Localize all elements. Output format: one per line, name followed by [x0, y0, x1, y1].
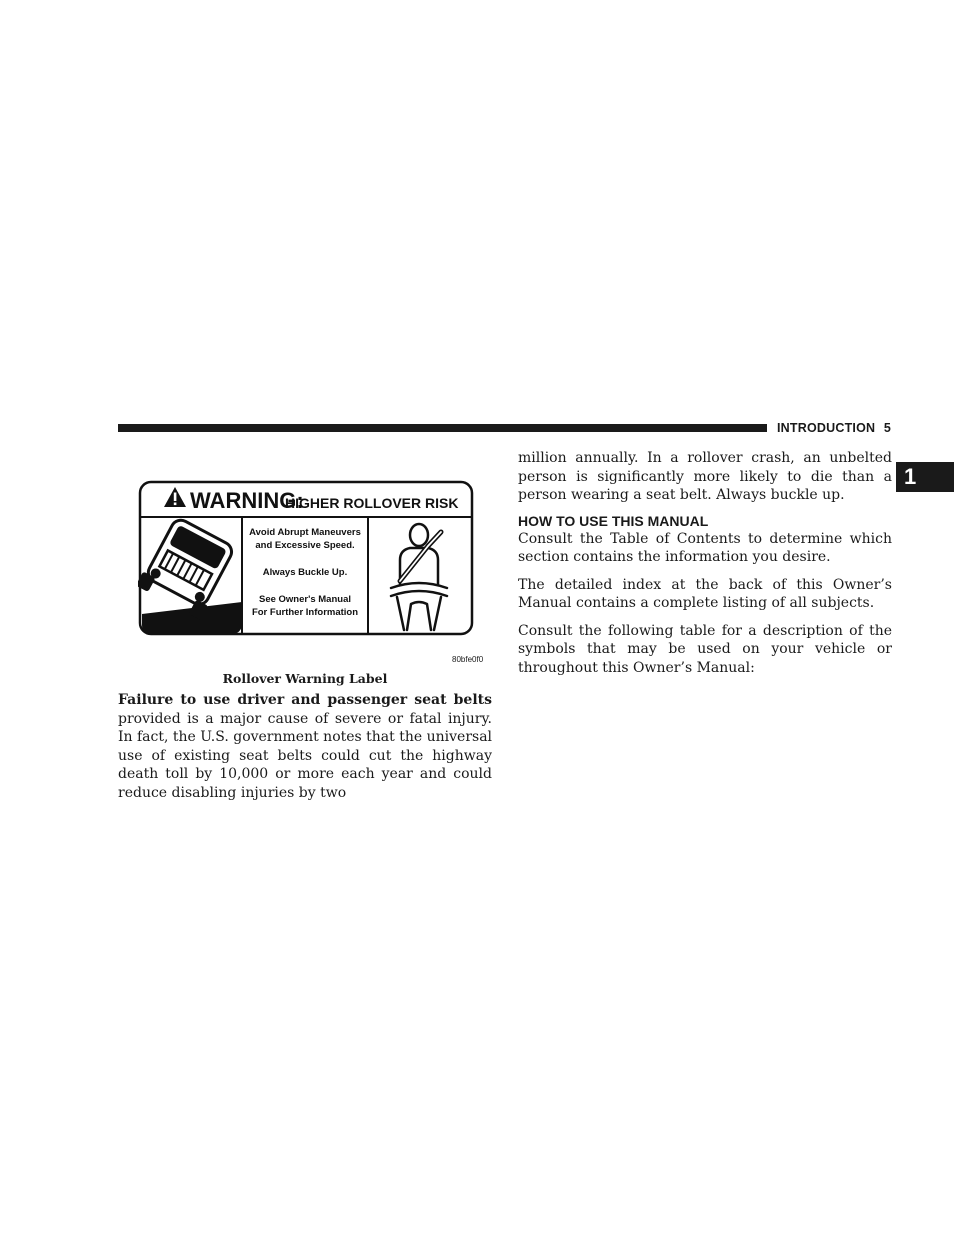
warning-subtitle: HIGHER ROLLOVER RISK	[285, 495, 459, 511]
paragraph-symbols: Consult the following table for a description of the symbols that may be used on your vehicle or throughout this Owner’s Manual:	[518, 622, 892, 676]
figure-code: 80bfe0f0	[452, 655, 484, 664]
instruction-3-line-1: See Owner's Manual	[258, 594, 352, 605]
figure-caption: Rollover Warning Label	[222, 671, 388, 686]
right-column	[518, 449, 892, 677]
seat-belt-emphasis: Failure to use driver and passenger seat belts	[118, 692, 492, 708]
left-column	[118, 691, 492, 802]
header-rule	[118, 424, 767, 432]
paragraph-table-of-contents: Consult the Table of Contents to determine which section contains the information you desire.	[518, 530, 892, 565]
section-heading: HOW TO USE THIS MANUAL	[518, 512, 709, 529]
page-number: 5	[883, 421, 891, 435]
seat-belt-text: provided is a major cause of severe or fatal injury. In fact, the U.S. government notes that the universal use of existing seat belts could cut the highway death toll by 10,000 or more each year and could reduce disabling injuries by two	[118, 710, 493, 801]
section-title: INTRODUCTION	[777, 421, 876, 435]
continued-paragraph: million annually. In a rollover crash, an unbelted person is significantly more likely to die than a person wearing a seat belt. Always buckle up.	[518, 450, 892, 503]
paragraph-index: The detailed index at the back of this Owner’s Manual contains a complete listing of all subjects.	[518, 576, 892, 611]
instruction-2: Always Buckle Up.	[262, 567, 348, 578]
running-header	[777, 419, 891, 437]
warning-word: WARNING:	[190, 488, 304, 513]
chapter-tab: 1	[896, 462, 954, 492]
instruction-1-line-2: and Excessive Speed.	[255, 540, 355, 551]
instruction-1-line-1: Avoid Abrupt Maneuvers	[249, 527, 361, 538]
rollover-warning-label	[138, 480, 474, 636]
seat-belt-paragraph	[118, 691, 492, 802]
instruction-3-line-2: For Further Information	[251, 607, 359, 618]
